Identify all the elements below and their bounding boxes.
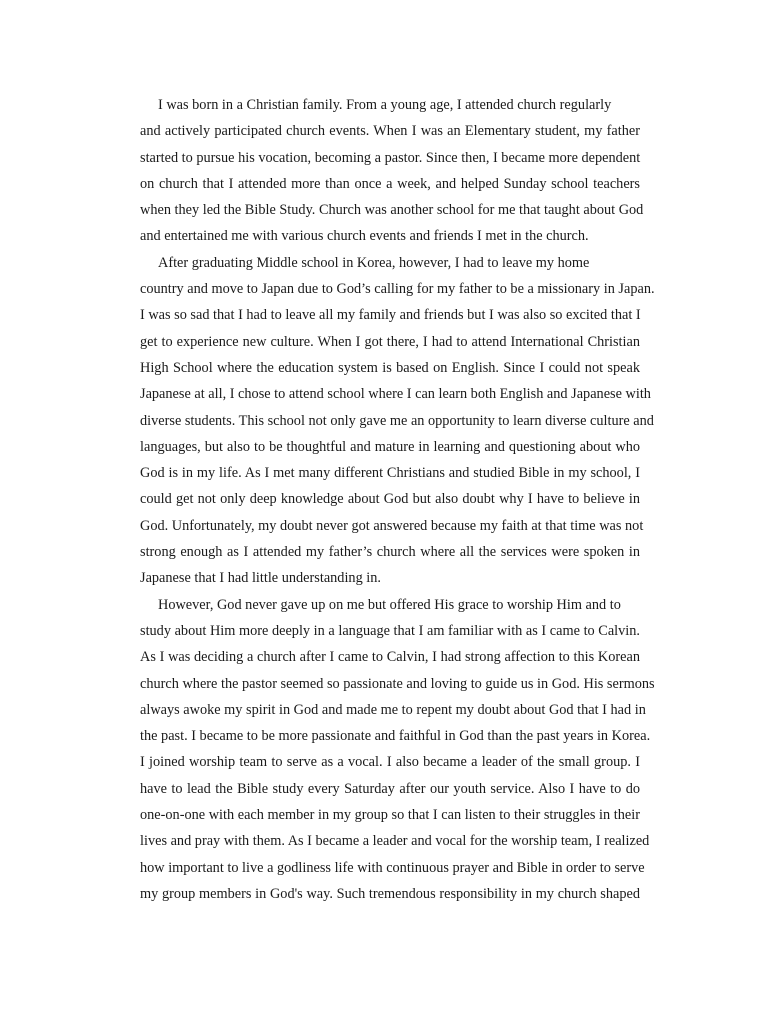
text-line: God. Unfortunately, my doubt never got answered because my faith at that time was not	[140, 517, 644, 534]
text-line: However, God never gave up on me but offered His grace to worship Him and to	[158, 596, 621, 613]
text-line: Japanese that I had little understanding in.	[140, 570, 381, 587]
text-line: God is in my life. As I met many different Christians and studied Bible in my school, I	[140, 465, 640, 482]
text-line: country and move to Japan due to God’s calling for my father to be a missionary in Japan.	[140, 281, 655, 298]
text-line: Japanese at all, I chose to attend school where I can learn both English and Japanese with	[140, 386, 651, 403]
text-line: get to experience new culture. When I got there, I had to attend International Christian	[140, 333, 640, 350]
text-line: how important to live a godliness life with continuous prayer and Bible in order to serve	[140, 859, 645, 876]
text-line: my group members in God's way. Such tremendous responsibility in my church shaped	[140, 885, 640, 902]
text-line: started to pursue his vocation, becoming a pastor. Since then, I became more dependent	[140, 149, 641, 166]
text-line: I joined worship team to serve as a vocal. I also became a leader of the small group. I	[140, 754, 640, 771]
text-line: and entertained me with various church events and friends I met in the church.	[140, 228, 589, 245]
text-line: study about Him more deeply in a language that I am familiar with as I came to Calvin.	[140, 622, 640, 639]
text-line: After graduating Middle school in Korea, however, I had to leave my home	[158, 254, 590, 271]
document-body	[140, 92, 655, 907]
text-line: and actively participated church events. When I was an Elementary student, my father	[140, 123, 640, 140]
text-line: church where the pastor seemed so passionate and loving to guide us in God. His sermons	[140, 675, 655, 692]
text-line: one-on-one with each member in my group so that I can listen to their struggles in their	[140, 807, 640, 824]
paragraph-1	[140, 92, 644, 250]
paragraph-2	[140, 250, 655, 592]
text-line: I was born in a Christian family. From a young age, I attended church regularly	[158, 97, 612, 113]
paragraph-3	[140, 592, 655, 908]
text-line: As I was deciding a church after I came to Calvin, I had strong affection to this Korean	[140, 649, 640, 666]
text-line: languages, but also to be thoughtful and mature in learning and questioning about who	[140, 438, 640, 455]
text-line: High School where the education system is based on English. Since I could not speak	[140, 359, 640, 376]
text-line: have to lead the Bible study every Saturday after our youth service. Also I have to do	[140, 780, 640, 797]
text-line: lives and pray with them. As I became a leader and vocal for the worship team, I realized	[140, 833, 650, 850]
text-line: I was so sad that I had to leave all my family and friends but I was also so excited that I	[140, 307, 641, 324]
text-line: the past. I became to be more passionate and faithful in God than the past years in Korea.	[140, 728, 651, 745]
text-line: on church that I attended more than once a week, and helped Sunday school teachers	[140, 175, 640, 192]
text-line: when they led the Bible Study. Church was another school for me that taught about God	[140, 202, 644, 219]
text-line: always awoke my spirit in God and made me to repent my doubt about God that I had in	[140, 701, 646, 718]
text-line: could get not only deep knowledge about God but also doubt why I have to believe in	[140, 491, 640, 508]
text-line: strong enough as I attended my father’s church where all the services were spoken in	[140, 544, 640, 561]
text-line: diverse students. This school not only gave me an opportunity to learn diverse culture and	[140, 412, 654, 429]
